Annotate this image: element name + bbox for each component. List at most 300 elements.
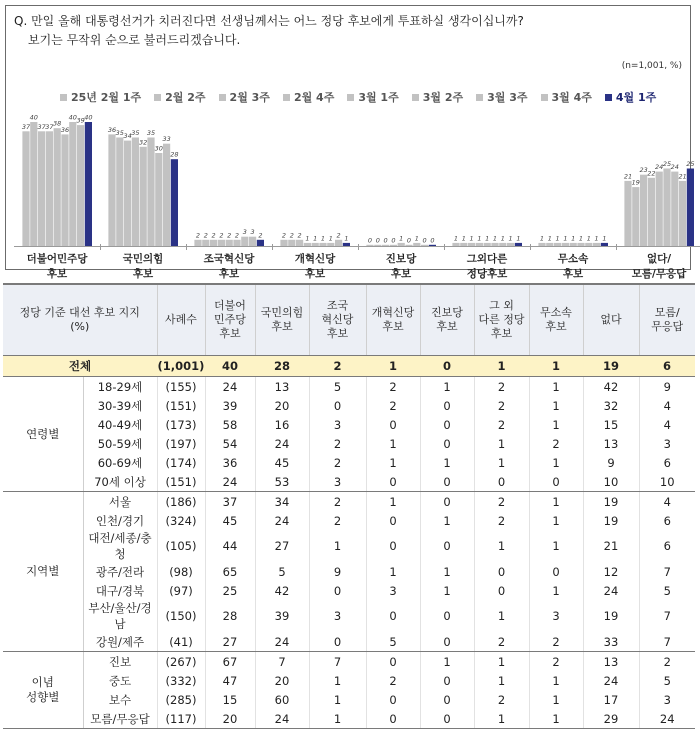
table-cell: 1: [529, 581, 583, 600]
data-label: 1: [492, 234, 498, 243]
bar: [554, 243, 561, 246]
category-label: 개혁신당: [294, 253, 336, 265]
table-cell: 15: [205, 690, 255, 709]
data-label: 1: [539, 234, 545, 243]
table-cell: 24: [255, 709, 309, 729]
legend-label: 4월 1주: [615, 91, 657, 104]
legend-label: 25년 2월 1주: [71, 91, 142, 104]
table-cell: 1: [474, 434, 529, 453]
table-cell: 1: [366, 562, 420, 581]
column-header: 정당 기준 대선 후보 지지 (%): [3, 284, 157, 356]
table-cell: 2: [474, 377, 529, 397]
bar: [132, 138, 139, 247]
table-cell: 1: [529, 415, 583, 434]
table-cell: 0: [420, 632, 474, 652]
data-label: 36: [60, 125, 70, 134]
data-label: 1: [571, 234, 576, 243]
table-cell: 1: [420, 377, 474, 397]
bar: [46, 131, 53, 246]
bar: [632, 187, 639, 246]
table-row: [3, 562, 695, 581]
data-label: 1: [313, 234, 318, 243]
table-cell: 28: [255, 356, 309, 377]
data-label: 19: [631, 178, 640, 187]
table-cell: 2: [474, 511, 529, 530]
table-cell: 54: [205, 434, 255, 453]
bar: [163, 144, 170, 246]
bar: [593, 243, 600, 246]
table-cell: 40-49세: [97, 417, 143, 432]
bar: [585, 243, 592, 246]
table-cell: 중도: [108, 673, 132, 688]
sample-size-note: (n=1,001, %): [621, 61, 682, 71]
data-label: 37: [37, 122, 46, 131]
table-cell: (174): [157, 453, 205, 472]
table-cell: 2: [474, 690, 529, 709]
category-label: 무소속: [557, 253, 589, 265]
bar: [671, 172, 678, 246]
table-cell: 47: [205, 671, 255, 690]
table-cell: 0: [366, 530, 420, 562]
table-cell: 19: [583, 511, 639, 530]
data-label: 0: [383, 236, 388, 245]
table-cell: 50-59세: [97, 436, 143, 451]
bar: [405, 245, 412, 246]
table-cell: 대전/세종/충청: [88, 531, 152, 561]
data-label: 3: [250, 228, 255, 237]
table-cell: (173): [157, 415, 205, 434]
table-cell: 27: [255, 530, 309, 562]
data-label: 1: [563, 234, 568, 243]
table-cell: 6: [639, 453, 695, 472]
column-header: 모름/ 무응답: [639, 284, 695, 356]
bar: [38, 131, 45, 246]
table-cell: 4: [639, 492, 695, 512]
bar: [226, 240, 233, 246]
table-cell: 0: [366, 472, 420, 492]
table-cell: 1: [529, 690, 583, 709]
bar: [624, 181, 631, 246]
data-label: 1: [485, 234, 490, 243]
bar: [288, 240, 295, 246]
table-cell: 2: [474, 632, 529, 652]
table-row: [3, 492, 695, 512]
table-cell: 1: [420, 652, 474, 672]
data-label: 24: [655, 163, 664, 172]
table-row: [3, 709, 695, 729]
data-label: 25: [686, 160, 695, 168]
bar: [108, 134, 115, 246]
legend-label: 2월 3주: [229, 91, 270, 104]
data-label: 1: [594, 234, 599, 243]
table-cell: 4: [639, 396, 695, 415]
category-label: 후보: [132, 268, 154, 280]
category-label: 더불어민주당: [26, 253, 88, 265]
bar: [155, 153, 162, 246]
table-cell: 1: [420, 453, 474, 472]
column-header: 무소속 후보: [529, 284, 583, 356]
table-cell: 60: [255, 690, 309, 709]
table-cell: (197): [157, 434, 205, 453]
data-label: 1: [344, 234, 349, 243]
table-cell: 13: [583, 652, 639, 672]
bar: [171, 159, 178, 246]
data-label: 22: [647, 169, 656, 178]
table-row: [3, 377, 695, 397]
bar: [30, 122, 37, 246]
table-cell: (1,001): [157, 356, 205, 377]
bar: [460, 243, 467, 246]
table-cell: 1: [366, 356, 420, 377]
data-label: 2: [281, 231, 287, 240]
bar: [140, 147, 147, 246]
table-cell: 19: [583, 600, 639, 632]
data-label: 40: [68, 113, 77, 122]
data-label: 1: [469, 234, 474, 243]
table-cell: 40: [205, 356, 255, 377]
table-cell: 1: [420, 562, 474, 581]
table-cell: (151): [157, 396, 205, 415]
table-cell: 1: [474, 652, 529, 672]
table-cell: 0: [474, 581, 529, 600]
table-cell: 0: [366, 511, 420, 530]
data-label: 33: [162, 135, 171, 144]
table-cell: 28: [205, 600, 255, 632]
data-label: 3: [242, 228, 247, 237]
table-row: [3, 671, 695, 690]
category-label: 없다/: [646, 253, 672, 265]
table-cell: 42: [255, 581, 309, 600]
table-cell: 1: [366, 453, 420, 472]
category-label: 후보: [46, 268, 68, 280]
data-label: 1: [586, 234, 591, 243]
crosstab-table: [3, 283, 695, 729]
table-cell: 9: [639, 377, 695, 397]
table-cell: 2: [529, 632, 583, 652]
table-cell: 1: [529, 377, 583, 397]
bar: [429, 245, 436, 246]
bar: [327, 243, 334, 246]
table-cell: 1: [529, 511, 583, 530]
table-cell: 2: [309, 492, 366, 512]
table-cell: 2: [366, 377, 420, 397]
table-row: [3, 690, 695, 709]
table-cell: 13: [583, 434, 639, 453]
table-cell: 0: [366, 690, 420, 709]
table-cell: 37: [205, 492, 255, 512]
table-cell: 2: [309, 453, 366, 472]
table-cell: 1: [309, 671, 366, 690]
table-cell: 0: [420, 415, 474, 434]
table-cell: 0: [420, 434, 474, 453]
table-row-total: [3, 356, 695, 377]
table-cell: 1: [420, 511, 474, 530]
data-label: 0: [367, 236, 373, 245]
table-cell: 67: [205, 652, 255, 672]
bar: [499, 243, 506, 246]
table-row: [3, 472, 695, 492]
column-header: 없다: [583, 284, 639, 356]
bar: [476, 243, 483, 246]
table-cell: 3: [309, 472, 366, 492]
question-text: Q. 만일 올해 대통령선거가 치러진다면 선생님께서는 어느 정당 후보에게 투표하실 생각이십니까?: [14, 14, 524, 28]
bar: [22, 131, 29, 246]
table-cell: 29: [583, 709, 639, 729]
table-cell: 0: [420, 530, 474, 562]
data-label: 40: [84, 113, 93, 122]
table-cell: 2: [474, 415, 529, 434]
table-cell: 2: [309, 356, 366, 377]
table-cell: (97): [157, 581, 205, 600]
table-cell: 3: [309, 600, 366, 632]
table-cell: 17: [583, 690, 639, 709]
table-cell: 2: [366, 671, 420, 690]
table-cell: (98): [157, 562, 205, 581]
bar: [452, 243, 459, 246]
category-label: 모름/무응답: [631, 268, 687, 280]
bar: [374, 245, 381, 246]
table-cell: 58: [205, 415, 255, 434]
data-label: 23: [639, 166, 648, 175]
category-label: 후보: [562, 268, 584, 280]
table-row: [3, 511, 695, 530]
data-label: 2: [336, 231, 341, 240]
bar: [640, 175, 647, 246]
table-cell: 0: [420, 600, 474, 632]
data-label: 30: [154, 144, 163, 153]
table-cell: 36: [205, 453, 255, 472]
table-cell: 2: [529, 652, 583, 672]
table-row: [3, 581, 695, 600]
table-cell: 6: [639, 356, 695, 377]
data-label: 1: [305, 234, 310, 243]
bar: [601, 243, 608, 246]
category-label: 그외다른: [466, 253, 508, 265]
table-cell: 1: [529, 671, 583, 690]
bar: [116, 138, 123, 247]
group-label: 지역별: [3, 492, 83, 652]
table-cell: 2: [474, 492, 529, 512]
bar: [210, 240, 217, 246]
table-cell: 2: [474, 396, 529, 415]
table-cell: 24: [205, 472, 255, 492]
bar: [679, 181, 686, 246]
column-header: 그 외 다른 정당 후보: [474, 284, 529, 356]
bar: [507, 243, 514, 246]
table-cell: (332): [157, 671, 205, 690]
table-cell: 10: [583, 472, 639, 492]
table-cell: (186): [157, 492, 205, 512]
data-label: 1: [602, 234, 607, 243]
table-cell: 1: [309, 530, 366, 562]
table-cell: 보수: [108, 692, 132, 707]
bar: [663, 169, 670, 247]
table-row: [3, 453, 695, 472]
table-cell: 0: [420, 671, 474, 690]
bar: [562, 243, 569, 246]
bar: [218, 240, 225, 246]
table-cell: 20: [255, 396, 309, 415]
category-label: 정당후보: [466, 268, 508, 280]
data-label: 2: [211, 231, 216, 240]
bar: [515, 243, 522, 246]
bar: [421, 245, 428, 246]
data-label: 38: [53, 119, 62, 128]
data-label: 1: [516, 234, 521, 243]
table-cell: 1: [366, 492, 420, 512]
table-cell: 24: [205, 377, 255, 397]
category-label: 국민의힘: [122, 253, 164, 265]
data-label: 1: [414, 234, 419, 243]
table-cell: 21: [583, 530, 639, 562]
category-label: 조국혁신당: [203, 253, 255, 265]
legend-label: 3월 1주: [358, 91, 399, 104]
table-cell: 9: [583, 453, 639, 472]
table-cell: 6: [639, 511, 695, 530]
table-cell: 7: [309, 652, 366, 672]
table-cell: 13: [255, 377, 309, 397]
table-cell: 5: [255, 562, 309, 581]
table-cell: 1: [529, 396, 583, 415]
bar: [546, 243, 553, 246]
table-cell: 1: [474, 453, 529, 472]
table-cell: 2: [309, 511, 366, 530]
table-row: [3, 652, 695, 672]
table-cell: 0: [366, 415, 420, 434]
table-cell: 60-69세: [97, 455, 143, 470]
bar: [77, 125, 84, 246]
table-cell: 0: [529, 562, 583, 581]
table-cell: 0: [420, 492, 474, 512]
data-label: 1: [477, 234, 482, 243]
bar: [656, 172, 663, 246]
bar: [69, 122, 76, 246]
table-cell: 20: [205, 709, 255, 729]
table-cell: 45: [255, 453, 309, 472]
table-cell: 진보: [108, 654, 132, 669]
table-cell: 34: [255, 492, 309, 512]
table-cell: 70세 이상: [83, 472, 157, 492]
table-cell: 6: [639, 530, 695, 562]
data-label: 1: [453, 234, 459, 243]
table-cell: 24: [639, 709, 695, 729]
table-cell: 2: [639, 652, 695, 672]
data-label: 35: [131, 129, 140, 137]
table-cell: 53: [255, 472, 309, 492]
column-header: 국민의힘 후보: [255, 284, 309, 356]
crosstab-table-container: [3, 283, 695, 729]
table-cell: 24: [255, 632, 309, 652]
table-cell: 1: [474, 530, 529, 562]
table-cell: 5: [366, 632, 420, 652]
bar: [312, 243, 319, 246]
legend-label: 3월 3주: [487, 91, 528, 104]
data-label: 21: [678, 172, 687, 181]
table-cell: 0: [420, 472, 474, 492]
data-label: 32: [139, 138, 148, 147]
bar: [390, 245, 397, 246]
table-cell: 33: [583, 632, 639, 652]
table-cell: 0: [420, 396, 474, 415]
bar: [335, 240, 342, 246]
category-label: 후보: [218, 268, 240, 280]
bar: [413, 243, 420, 246]
bar: [194, 240, 201, 246]
table-cell: 0: [309, 632, 366, 652]
table-cell: 20: [255, 671, 309, 690]
data-label: 2: [219, 231, 224, 240]
table-cell: 0: [309, 581, 366, 600]
table-cell: 12: [583, 562, 639, 581]
table-cell: 9: [309, 562, 366, 581]
table-header-row: [3, 284, 695, 356]
table-cell: 0: [474, 472, 529, 492]
table-cell: 24: [255, 511, 309, 530]
table-cell: 24: [583, 671, 639, 690]
table-cell: 1: [529, 492, 583, 512]
data-label: 36: [107, 125, 117, 134]
table-cell: 0: [474, 562, 529, 581]
data-label: 0: [375, 236, 380, 245]
data-label: 1: [320, 234, 326, 243]
table-cell: 0: [366, 600, 420, 632]
table-cell: 27: [205, 632, 255, 652]
table-cell: 24: [255, 434, 309, 453]
table-cell: 서울: [108, 494, 132, 509]
table-cell: 2: [529, 434, 583, 453]
table-cell: 0: [420, 690, 474, 709]
bar: [202, 240, 209, 246]
bar: [491, 243, 498, 246]
column-header: 더불어 민주당 후보: [205, 284, 255, 356]
table-cell: 0: [420, 356, 474, 377]
legend-label: 2월 2주: [165, 91, 206, 104]
table-cell: 5: [639, 581, 695, 600]
data-label: 2: [234, 231, 240, 240]
table-cell: 모름/무응답: [83, 709, 157, 729]
legend-label: 3월 4주: [551, 91, 592, 104]
bar: [233, 240, 240, 246]
bar: [687, 169, 694, 247]
bar: [249, 237, 256, 246]
data-label: 2: [258, 231, 263, 240]
table-cell: 0: [420, 709, 474, 729]
table-cell: 0: [529, 472, 583, 492]
bar: [343, 243, 350, 246]
table-cell: 부산/울산/경남: [88, 601, 152, 631]
table-cell: 19: [583, 492, 639, 512]
data-label: 39: [76, 116, 85, 125]
table-cell: 39: [255, 600, 309, 632]
data-label: 0: [391, 236, 396, 245]
table-cell: 1: [529, 530, 583, 562]
table-cell: 0: [309, 396, 366, 415]
table-cell: 2: [366, 396, 420, 415]
bar: [468, 243, 475, 246]
data-label: 1: [508, 234, 513, 243]
column-header: 사례수: [157, 284, 205, 356]
bar: [319, 243, 326, 246]
bar: [484, 243, 491, 246]
table-cell: 24: [583, 581, 639, 600]
data-label: 1: [500, 234, 505, 243]
table-cell: 인천/경기: [95, 513, 145, 528]
data-label: 37: [45, 122, 54, 131]
data-label: 28: [170, 150, 179, 159]
data-label: 21: [623, 172, 633, 181]
table-cell: (105): [157, 530, 205, 562]
table-cell: 3: [639, 690, 695, 709]
